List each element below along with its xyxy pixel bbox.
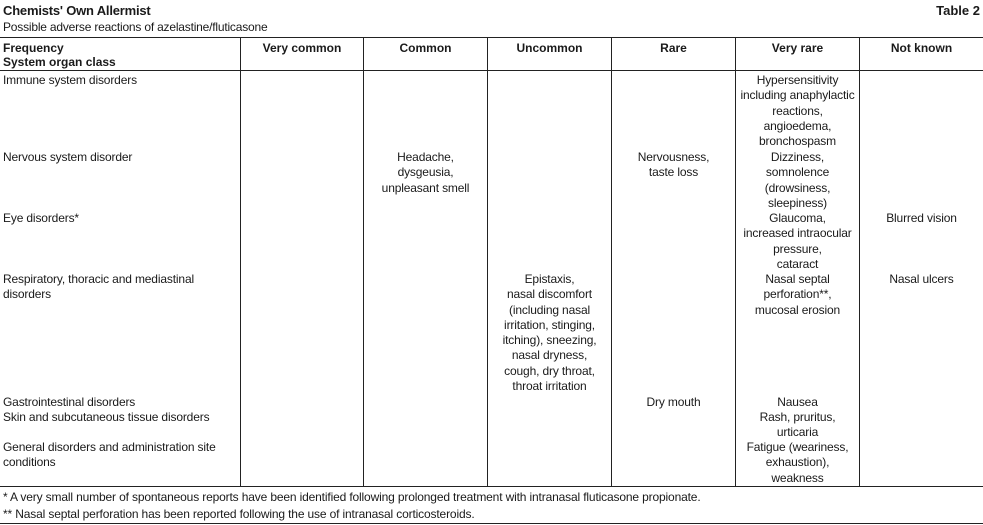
cell-nervous-common: Headache, dysgeusia, unpleasant smell [381,150,470,195]
column-divider [859,37,860,486]
row-soc-nervous: Nervous system disorder [3,150,133,164]
cell-general-very-rare: Fatigue (weariness, exhaustion), weakness [746,440,849,485]
header-uncommon: Uncommon [516,41,583,55]
column-divider [240,37,241,486]
column-divider [611,37,612,486]
column-divider [487,37,488,486]
footnote-nasal-septal: ** Nasal septal perforation has been reported following the use of intranasal corticosteroids. [3,507,475,521]
header-common: Common [399,41,452,55]
row-soc-gastrointestinal: Gastrointestinal disorders [3,395,136,409]
header-system-organ-class: System organ class [3,55,116,69]
header-rare: Rare [660,41,687,55]
document-title: Chemists' Own Allermist [3,3,151,18]
cell-gastrointestinal-rare: Dry mouth [646,395,701,409]
row-soc-skin: Skin and subcutaneous tissue disorders [3,410,210,424]
cell-nervous-very-rare: Dizziness, somnolence (drowsiness, sleepiness) [764,150,831,210]
row-soc-respiratory: Respiratory, thoracic and mediastinal disorders [3,272,194,302]
header-very-rare: Very rare [771,41,824,55]
cell-eye-not-known: Blurred vision [886,211,957,225]
header-very-common: Very common [262,41,342,55]
cell-eye-very-rare: Glaucoma, increased intraocular pressure, cataract [743,211,852,271]
table-label: Table 2 [936,3,980,18]
cell-skin-very-rare: Rash, pruritus, urticaria [759,410,836,440]
cell-respiratory-uncommon: Epistaxis, nasal discomfort (including nasal irritation, stinging, itching), sneezing, nasal dryness, cough, dry throat, throat irritation [502,272,597,394]
cell-respiratory-not-known: Nasal ulcers [889,272,954,286]
cell-respiratory-very-rare: Nasal septal perforation**, mucosal erosion [754,272,841,317]
header-frequency: Frequency [3,41,64,55]
table-bottom-rule [0,486,983,487]
footnote-eye: * A very small number of spontaneous reports have been identified following prolonged treatment with intranasal fluticasone propionate. [3,490,701,504]
table-subtitle: Possible adverse reactions of azelastine/fluticasone [3,20,268,34]
cell-immune-very-rare: Hypersensitivity including anaphylactic reactions, angioedema, bronchospasm [740,73,855,149]
header-not-known: Not known [890,41,953,55]
column-divider [363,37,364,486]
title-row [3,3,980,19]
row-soc-general: General disorders and administration site conditions [3,440,216,470]
cell-gastrointestinal-very-rare: Nausea [777,395,818,409]
footnote-bottom-rule [0,523,983,524]
row-soc-immune: Immune system disorders [3,73,137,87]
table-top-rule [0,37,983,38]
cell-nervous-rare: Nervousness, taste loss [637,150,710,180]
row-soc-eye: Eye disorders* [3,211,79,225]
header-frequency-soc [3,41,116,69]
header-bottom-rule [0,70,983,71]
